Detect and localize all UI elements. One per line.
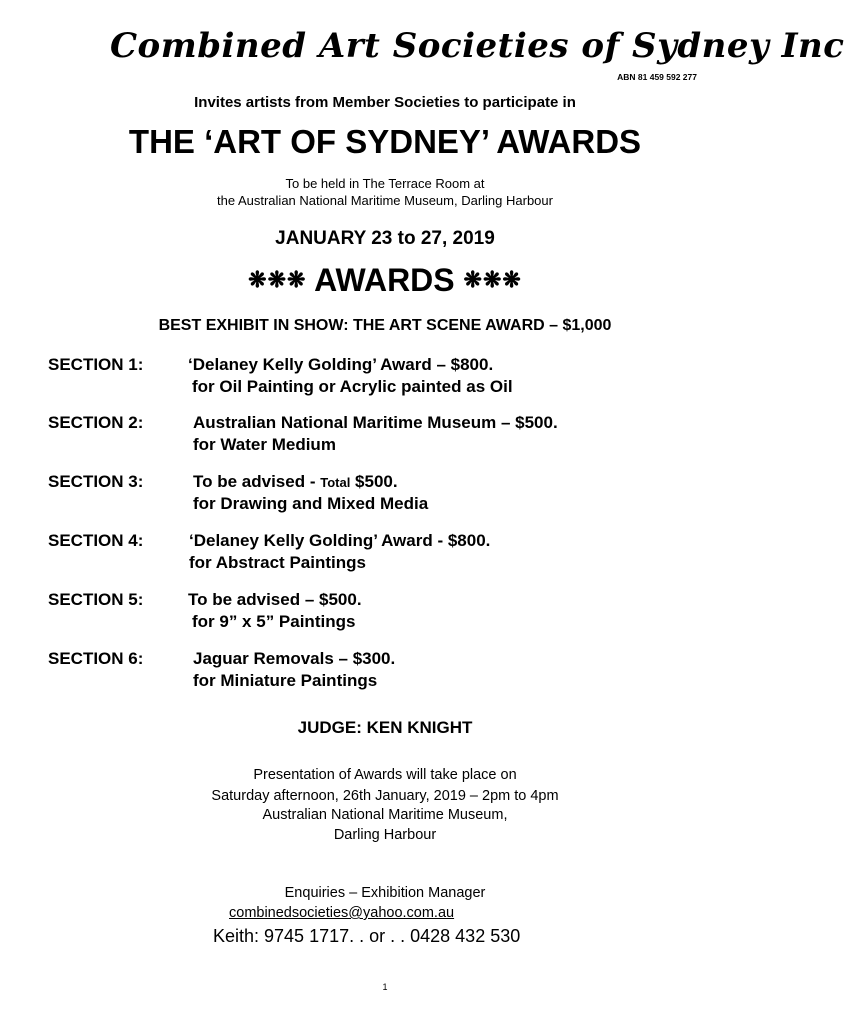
section-5-award: To be advised – $500. [188, 590, 362, 609]
event-dates: JANUARY 23 to 27, 2019 [275, 228, 495, 249]
section-6-award: Jaguar Removals – $300. [193, 649, 396, 668]
org-title: Combined Art Societies of Sydney Inc [110, 26, 844, 66]
presentation-line-1: Presentation of Awards will take place on [253, 767, 517, 783]
section-2-award: Australian National Maritime Museum – $500. [193, 413, 558, 432]
section-6-category: for Miniature Paintings [193, 671, 378, 690]
section-3-label: SECTION 3: [48, 472, 144, 491]
section-4-category: for Abstract Paintings [189, 553, 366, 572]
judge-name: JUDGE: KEN KNIGHT [297, 718, 473, 737]
presentation-line-2: Saturday afternoon, 26th January, 2019 – 2pm to 4pm [211, 788, 559, 804]
presentation-line-3: Australian National Maritime Museum, [262, 807, 508, 823]
event-title: THE ‘ART OF SYDNEY’ AWARDS [128, 123, 642, 160]
awards-heading-row [0, 262, 770, 299]
section-5-label: SECTION 5: [48, 590, 144, 609]
section-1-label: SECTION 1: [48, 355, 144, 374]
presentation-line-4: Darling Harbour [333, 827, 437, 843]
section-1-category: for Oil Painting or Acrylic painted as Oil [192, 377, 513, 396]
flower-ornament-right-icon: ❋❋❋ [463, 267, 522, 292]
venue-line-1: To be held in The Terrace Room at [285, 176, 485, 191]
section-4-label: SECTION 4: [48, 531, 144, 550]
section-2-category: for Water Medium [193, 435, 336, 454]
awards-heading: AWARDS [314, 262, 455, 298]
abn-number: ABN 81 459 592 277 [617, 72, 697, 82]
email-link[interactable]: combinedsocieties@yahoo.com.au [229, 905, 455, 921]
invite-text: Invites artists from Member Societies to participate in [194, 94, 576, 111]
flower-ornament-left-icon: ❋❋❋ [248, 267, 307, 292]
enquiries-heading: Enquiries – Exhibition Manager [284, 885, 486, 901]
phone-numbers: Keith: 9745 1717. . or . . 0428 432 530 [213, 926, 521, 946]
page-number: 1 [382, 982, 388, 992]
section-3-award: To be advised - Total $500. [193, 472, 398, 491]
section-5-category: for 9” x 5” Paintings [192, 612, 356, 631]
section-1-award: ‘Delaney Kelly Golding’ Award – $800. [188, 355, 494, 374]
venue-line-2: the Australian National Maritime Museum, Darling Harbour [217, 193, 553, 208]
best-exhibit-award: BEST EXHIBIT IN SHOW: THE ART SCENE AWARD – $1,000 [158, 317, 612, 334]
section-3-category: for Drawing and Mixed Media [193, 494, 429, 513]
section-2-label: SECTION 2: [48, 413, 144, 432]
section-4-award: ‘Delaney Kelly Golding’ Award - $800. [189, 531, 491, 550]
section-6-label: SECTION 6: [48, 649, 144, 668]
